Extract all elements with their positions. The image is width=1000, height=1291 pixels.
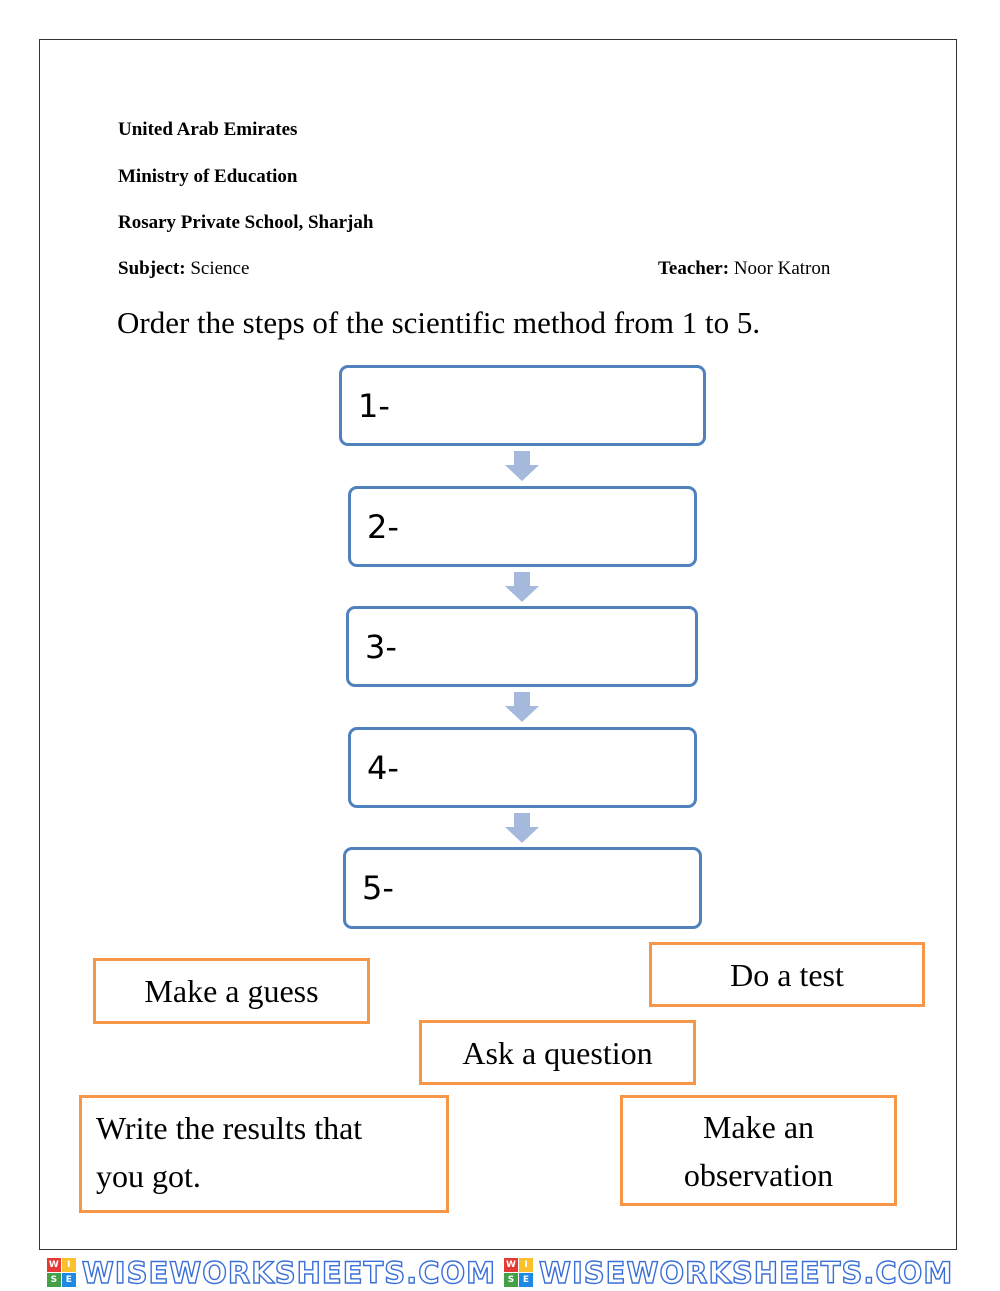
step-box-5[interactable] bbox=[343, 847, 702, 929]
down-arrow-icon bbox=[505, 451, 539, 481]
teacher-value: Noor Katron bbox=[733, 258, 831, 279]
step-label-3: 3- bbox=[365, 627, 397, 666]
step-label-1: 1- bbox=[358, 386, 390, 425]
step-box-2[interactable] bbox=[348, 486, 697, 567]
wiseworksheets-logo-icon: W I S E bbox=[47, 1258, 76, 1287]
instruction-text: Order the steps of the scientific method from 1 to 5. bbox=[117, 305, 761, 340]
teacher-field bbox=[658, 258, 830, 280]
subject-value: Science bbox=[190, 258, 250, 279]
down-arrow-icon bbox=[505, 813, 539, 843]
step-box-3[interactable] bbox=[346, 606, 698, 687]
step-label-4: 4- bbox=[367, 748, 399, 787]
card-make-a-guess[interactable]: Make a guess bbox=[93, 958, 370, 1024]
teacher-label: Teacher: bbox=[658, 258, 730, 279]
wiseworksheets-logo-icon: W I S E bbox=[504, 1258, 533, 1287]
subject-field bbox=[118, 258, 249, 280]
card-write-results-line2: you got. bbox=[96, 1158, 201, 1194]
step-label-5: 5- bbox=[362, 869, 394, 907]
header-school: Rosary Private School, Sharjah bbox=[118, 212, 374, 233]
card-observation-line1: Make an bbox=[702, 1108, 815, 1145]
down-arrow-icon bbox=[505, 692, 539, 722]
card-observation-line2: observation bbox=[683, 1156, 834, 1193]
step-label-2: 2- bbox=[367, 507, 399, 546]
header-ministry: Ministry of Education bbox=[118, 166, 298, 187]
watermark-group bbox=[47, 1256, 496, 1290]
down-arrow-icon bbox=[505, 572, 539, 602]
step-box-1[interactable] bbox=[339, 365, 706, 446]
watermark-text[interactable]: WISEWORKSHEETS.COM bbox=[81, 1255, 496, 1290]
watermark-group bbox=[504, 1256, 953, 1290]
card-do-a-test[interactable]: Do a test bbox=[649, 942, 925, 1007]
card-make-observation[interactable] bbox=[620, 1095, 897, 1206]
footer-watermark bbox=[0, 1254, 1000, 1291]
step-box-4[interactable] bbox=[348, 727, 697, 808]
card-write-results[interactable] bbox=[79, 1095, 449, 1213]
card-ask-a-question[interactable]: Ask a question bbox=[419, 1020, 696, 1085]
header-country: United Arab Emirates bbox=[118, 119, 298, 140]
card-write-results-line1: Write the results that bbox=[96, 1110, 363, 1146]
subject-label: Subject: bbox=[118, 258, 186, 279]
watermark-text[interactable]: WISEWORKSHEETS.COM bbox=[539, 1255, 954, 1290]
